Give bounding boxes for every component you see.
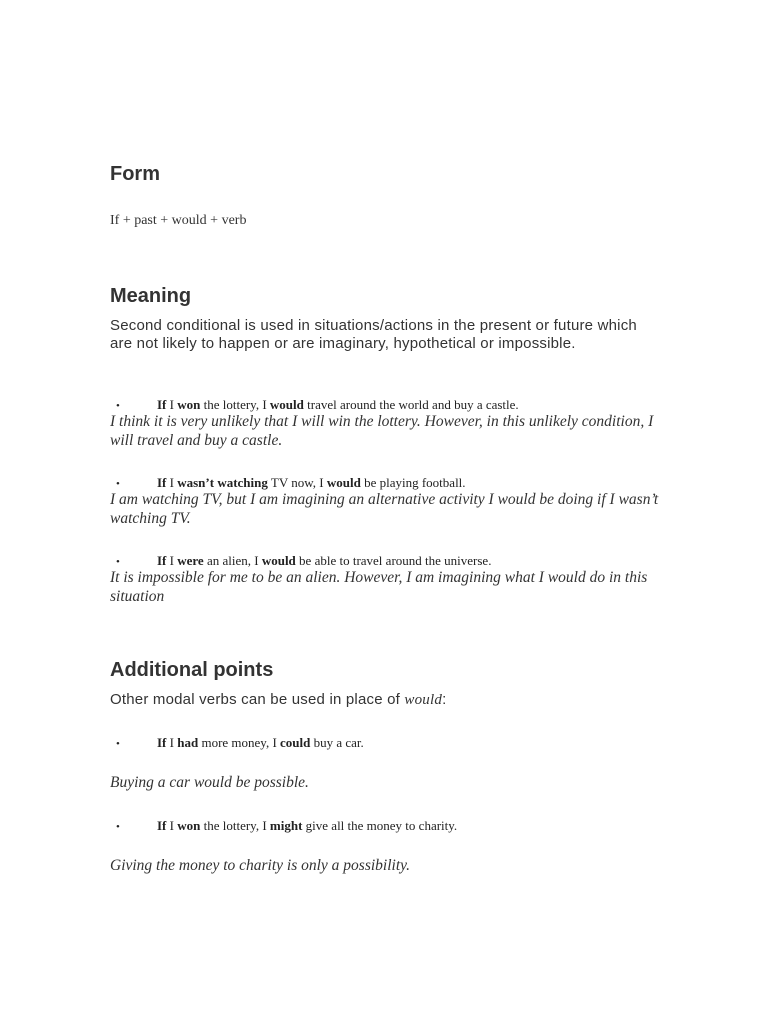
sentence-part: give all the money to charity.: [302, 818, 458, 833]
sentence-part: be playing football.: [360, 475, 466, 490]
form-heading: Form: [110, 163, 160, 185]
additional-example-1: [110, 735, 670, 752]
bullet-icon: •: [116, 478, 120, 490]
sentence-bold-part: wasn’t watching: [177, 475, 268, 490]
meaning-example-1: [110, 397, 670, 414]
sentence-bold-part: If: [157, 397, 167, 412]
sentence-part: TV now, I: [267, 475, 327, 490]
sentence-part: I: [166, 397, 178, 412]
meaning-heading: Meaning: [110, 285, 192, 307]
additional-intro-end: :: [442, 691, 447, 708]
additional-intro-text: Other modal verbs can be used in place of: [110, 691, 405, 708]
sentence-part: an alien, I: [203, 553, 262, 568]
sentence-bold-part: If: [157, 735, 167, 750]
sentence-bold-part: were: [177, 553, 204, 568]
sentence-part: be able to travel around the universe.: [295, 553, 492, 568]
example-sentence: [157, 475, 466, 490]
additional-intro-italic: would: [404, 692, 443, 708]
additional-explanation-1: Buying a car would be possible.: [110, 774, 309, 791]
sentence-part: I: [166, 818, 178, 833]
sentence-bold-part: might: [269, 818, 303, 833]
form-formula: If + past + would + verb: [110, 213, 247, 228]
additional-intro: [110, 691, 650, 709]
meaning-description: Second conditional is used in situations/actions in the present or future which are not likely to happen or are imaginary, hypothetical or impossible.: [110, 317, 637, 352]
bullet-icon: •: [116, 400, 120, 412]
bullet-icon: •: [116, 738, 120, 750]
meaning-explanation-1: I think it is very unlikely that I will win the lottery. However, in this unlikely condition, I will travel and buy a castle.: [110, 413, 654, 449]
sentence-part: travel around the world and buy a castle.: [303, 397, 519, 412]
sentence-bold-part: would: [261, 553, 296, 568]
additional-explanation-2: Giving the money to charity is only a possibility.: [110, 857, 411, 874]
sentence-bold-part: If: [157, 553, 167, 568]
meaning-example-2: [110, 475, 670, 492]
meaning-explanation-2: I am watching TV, but I am imagining an alternative activity I would be doing if I wasn’t watching TV.: [110, 491, 659, 527]
additional-example-2: [110, 818, 670, 835]
sentence-part: the lottery, I: [200, 818, 270, 833]
example-sentence: [157, 818, 457, 833]
example-sentence: [157, 397, 519, 412]
sentence-part: buy a car.: [310, 735, 364, 750]
sentence-part: I: [166, 735, 178, 750]
example-sentence: [157, 553, 491, 568]
sentence-bold-part: could: [280, 735, 311, 750]
sentence-part: more money, I: [198, 735, 281, 750]
sentence-bold-part: would: [269, 397, 304, 412]
sentence-part: I: [166, 475, 178, 490]
example-sentence: [157, 735, 364, 750]
sentence-bold-part: won: [177, 397, 201, 412]
bullet-icon: •: [116, 821, 120, 833]
sentence-bold-part: If: [157, 475, 167, 490]
meaning-example-3: [110, 553, 670, 570]
sentence-bold-part: won: [177, 818, 201, 833]
meaning-explanation-3: It is impossible for me to be an alien. However, I am imagining what I would do in this situation: [110, 569, 648, 605]
additional-heading: Additional points: [110, 659, 274, 681]
sentence-part: the lottery, I: [200, 397, 270, 412]
bullet-icon: •: [116, 556, 120, 568]
sentence-part: I: [166, 553, 178, 568]
sentence-bold-part: If: [157, 818, 167, 833]
sentence-bold-part: would: [326, 475, 361, 490]
sentence-bold-part: had: [177, 735, 199, 750]
